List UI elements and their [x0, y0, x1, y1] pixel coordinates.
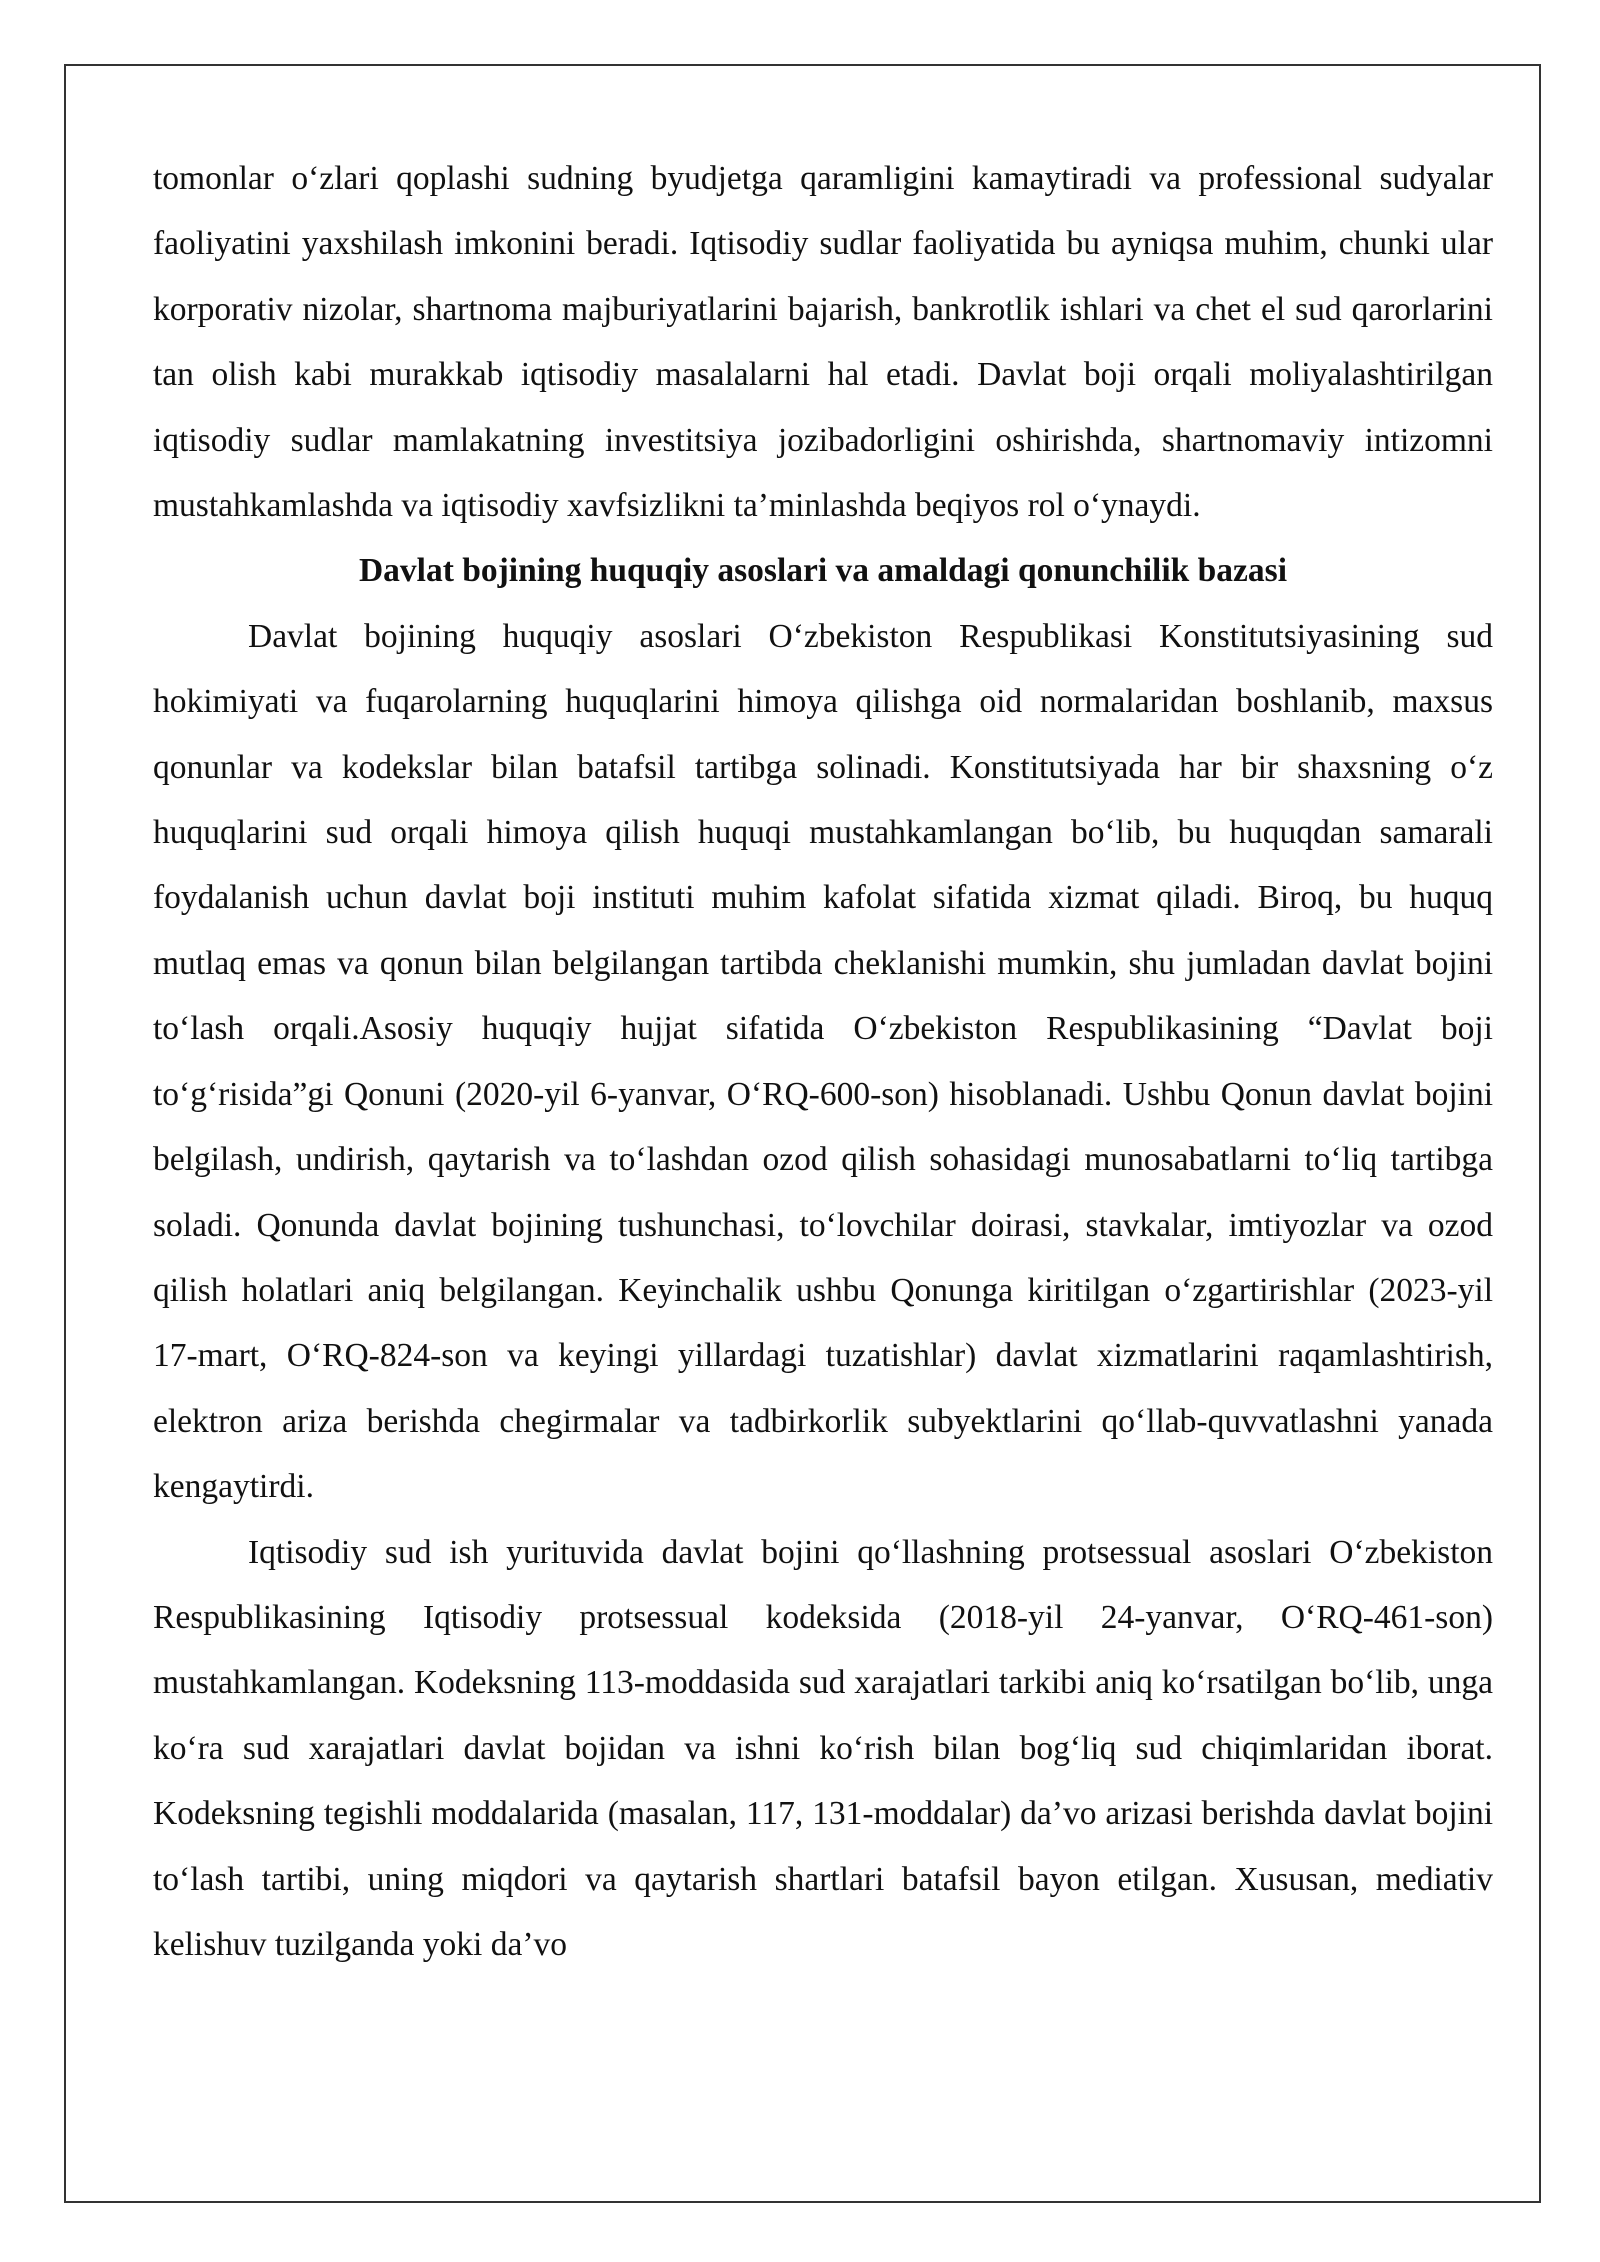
- paragraph-continued: tomonlar o‘zlari qoplashi sudning byudjetga qaramligini kamaytiradi va professional sudyalar faoliyatini yaxshilash imkonini beradi. Iqtisodiy sudlar faoliyatida bu ayniqsa muhim, chunki ular korporativ nizolar, shartnoma majburiyatlarini bajarish, bankrotlik ishlari va chet el sud qarorlarini tan olish kabi murakkab iqtisodiy masalalarni hal etadi. Davlat boji orqali moliyalashtirilgan iqtisodiy sudlar mamlakatning investitsiya jozibadorligini oshirishda, shartnomaviy intizomni mustahkamlashda va iqtisodiy xavfsizlikni ta’minlashda beqiyos rol o‘ynaydi.: [153, 160, 1493, 525]
- section-heading: Davlat bojining huquqiy asoslari va amaldagi qonunchilik bazasi: [358, 552, 1288, 590]
- paragraph-procedural-basis: Iqtisodiy sud ish yurituvida davlat bojini qo‘llashning protsessual asoslari O‘zbekiston Respublikasining Iqtisodiy protsessual kodeksida (2018-yil 24-yanvar, O‘RQ-461-son) mustahkamlangan. Kodeksning 113-moddasida sud xarajatlari tarkibi aniq ko‘rsatilgan bo‘lib, unga ko‘ra sud xarajatlari davlat bojidan va ishni ko‘rish bilan bog‘liq sud chiqimlaridan iborat. Kodeksning tegishli moddalarida (masalan, 117, 131-moddalar) da’vo arizasi berishda davlat bojini to‘lash tartibi, uning miqdori va qaytarish shartlari batafsil bayon etilgan. Xususan, mediativ kelishuv tuzilganda yoki da’vo: [153, 1533, 1493, 1963]
- paragraph-legal-basis: Davlat bojining huquqiy asoslari O‘zbekiston Respublikasi Konstitutsiyasining sud hokimiyati va fuqarolarning huquqlarini himoya qilishga oid normalaridan boshlanib, maxsus qonunlar va kodekslar bilan batafsil tartibga solinadi. Konstitutsiyada har bir shaxsning o‘z huquqlarini sud orqali himoya qilish huquqi mustahkamlangan bo‘lib, bu huquqdan samarali foydalanish uchun davlat boji instituti muhim kafolat sifatida xizmat qiladi. Biroq, bu huquq mutlaq emas va qonun bilan belgilangan tartibda cheklanishi mumkin, shu jumladan davlat bojini to‘lash orqali.Asosiy huquqiy hujjat sifatida O‘zbekiston Respublikasining “Davlat boji to‘g‘risida”gi Qonuni (2020-yil 6-yanvar, O‘RQ-600-son) hisoblanadi. Ushbu Qonun davlat bojini belgilash, undirish, qaytarish va to‘lashdan ozod qilish sohasidagi munosabatlarni to‘liq tartibga soladi. Qonunda davlat bojining tushunchasi, to‘lovchilar doirasi, stavkalar, imtiyozlar va ozod qilish holatlari aniq belgilangan. Keyinchalik ushbu Qonunga kiritilgan o‘zgartirishlar (2023-yil 17-mart, O‘RQ-824-son va keyingi yillardagi tuzatishlar) davlat xizmatlarini raqamlashtirish, elektron ariza berishda chegirmalar va tadbirkorlik subyektlarini qo‘llab-quvvatlashni yanada kengaytirdi.: [153, 617, 1493, 1506]
- document-body: [153, 146, 1493, 1977]
